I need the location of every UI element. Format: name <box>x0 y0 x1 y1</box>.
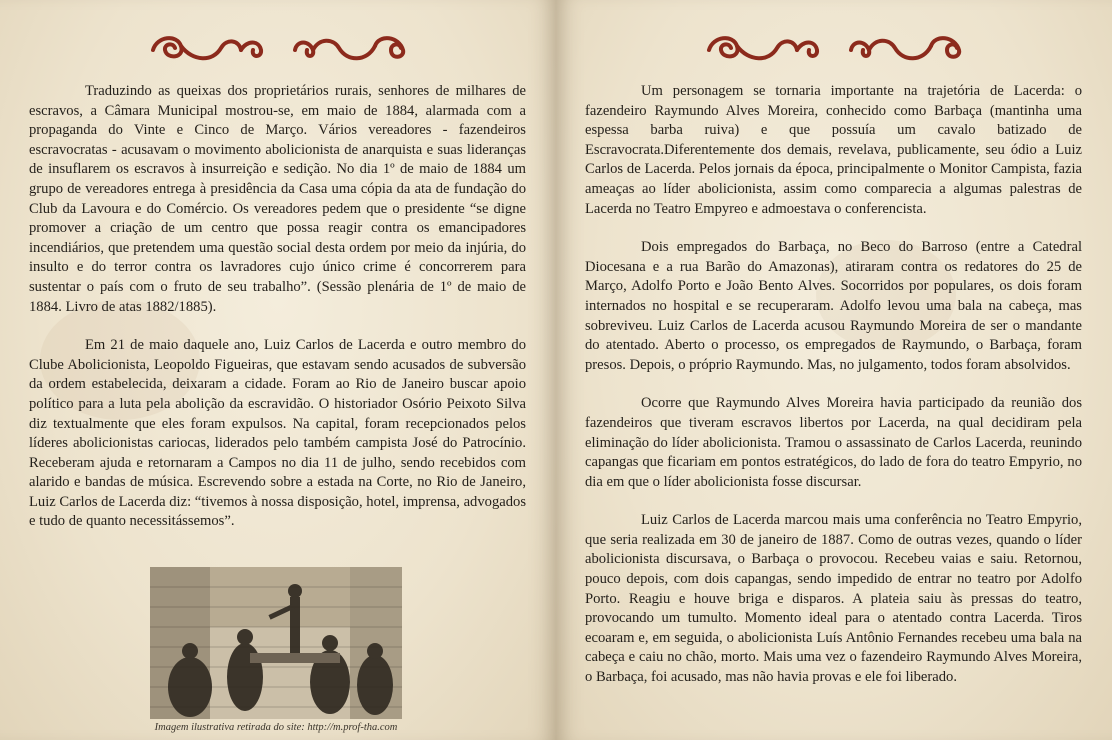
abolition-illustration <box>150 567 402 719</box>
paragraph: Ocorre que Raymundo Alves Moreira havia participado da reunião dos fazendeiros que tiveram escravos libertos por Lacerda, na qual decidiram pela eliminação do líder abolicionista. Tramou o assassinato de Carlos Lacerda, reunindo capangas que ficariam em pontos estratégicos, do lado de fora do teatro Empyrio, no dia em que o líder abolicionista fosse discursar. <box>585 395 1082 490</box>
scroll-ornament-icon <box>699 28 969 68</box>
paragraph: Dois empregados do Barbaça, no Beco do Barroso (entre a Catedral Diocesana e a rua Barão do Amazonas), atiraram contra os redatores do 25 de Março, Adolfo Porto e João Bento Alves. Socorridos por populares, os dois foram internados no hospital e se recuperaram. Adolfo levou uma bala na cabeça, mas sobreviveu. Luiz Carlos de Lacerda acusou Raymundo Moreira de ser o mandante do atentado. Aberto o processo, os empregados de Raymundo, o Barbaça, foram presos. Depois, o próprio Raymundo. Mas, no julgamento, todos foram absolvidos. <box>585 239 1082 373</box>
right-text-column <box>585 82 1082 707</box>
image-caption: Imagem ilustrativa retirada do site: http://m.prof-tha.com <box>154 722 398 733</box>
left-text-column <box>29 82 526 551</box>
paragraph: Em 21 de maio daquele ano, Luiz Carlos de Lacerda e outro membro do Clube Abolicionista, Leopoldo Figueiras, que estavam sendo acusados de subversão da ordem estabelecida, deixaram a cidade. Foram ao Rio de Janeiro buscar apoio político para a luta pela abolição da escravidão. O historiador Osório Peixoto Silva diz textualmente que eles foram expulsos. Na capital, foram recepcionados pelos líderes abolicionistas cariocas, liderados pelo também campista José do Patrocínio. Receberam ajuda e retornaram a Campos no dia 11 de julho, sendo recebidos com alarido e bandas de música. Escrevendo sobre a estada na Corte, no Rio de Janeiro, Luiz Carlos de Lacerda diz: “tivemos à nossa disposição, hotel, imprensa, advogados e tudo de quanto necessitássemos”. <box>29 337 526 530</box>
right-page <box>556 0 1112 740</box>
paragraph: Um personagem se tornaria importante na trajetória de Lacerda: o fazendeiro Raymundo Alves Moreira, conhecido como Barbaça (mantinha uma espessa barba ruiva) e que possuía um cavalo batizado de Escravocrata.Diferentemente dos demais, revelava, publicamente, seu ódio a Luiz Carlos de Lacerda. Pelos jornais da época, principalmente o Monitor Campista, fazia ameaças ao líder abolicionista, assim como comparecia a algumas palestras de Lacerda no Teatro Empyreo e admoestava o conferencista. <box>585 83 1082 217</box>
paragraph: Luiz Carlos de Lacerda marcou mais uma conferência no Teatro Empyrio, que seria realizada em 30 de janeiro de 1887. Como de outras vezes, quando o líder abolicionista discursava, o Barbaça o provocou. Recebeu vaias e saiu. Retornou, pouco depois, com dois capangas, sendo impedido de entrar no teatro por Adolfo Porto. Reagiu e houve briga e disparos. A plateia saiu às pressas do teatro, provocando um tumulto. Momento ideal para o atentado contra Lacerda. Tiros ecoaram e, em seguida, o abolicionista Luís Antônio Fernandes recebeu uma bala na cabeça e caiu no chão, morto. Mais uma vez o fazendeiro Raymundo Alves Moreira, o Barbaça, foi acusado, mas não havia provas e ele foi liberado. <box>585 512 1082 686</box>
paragraph: Traduzindo as queixas dos proprietários rurais, senhores de milhares de escravos, a Câmara Municipal mostrou-se, em maio de 1884, alarmada com a propaganda do Vinte e Cinco de Março. Vários vereadores - fazendeiros escravocratas - acusavam o movimento abolicionista de anarquista e suas lideranças de insuflarem os escravos à insurreição e sedição. No dia 1º de maio de 1884 um grupo de vereadores entrega à presidência da Casa uma cópia da ata de fundação do Club da Lavoura e do Comércio. Os vereadores pedem que o presidente “se digne promover a criação de um centro que possa reagir contra os emancipadores incendiários, que pretendem uma questão social desta ordem por meio da injúria, do insulto e do terror contra os lavradores cujo único crime é concorrerem para sustentar o país com o fruto de seu trabalho”. (Sessão plenária de 1º de maio de 1884. Livro de atas 1882/1885). <box>29 83 526 315</box>
scroll-ornament-icon <box>143 28 413 68</box>
